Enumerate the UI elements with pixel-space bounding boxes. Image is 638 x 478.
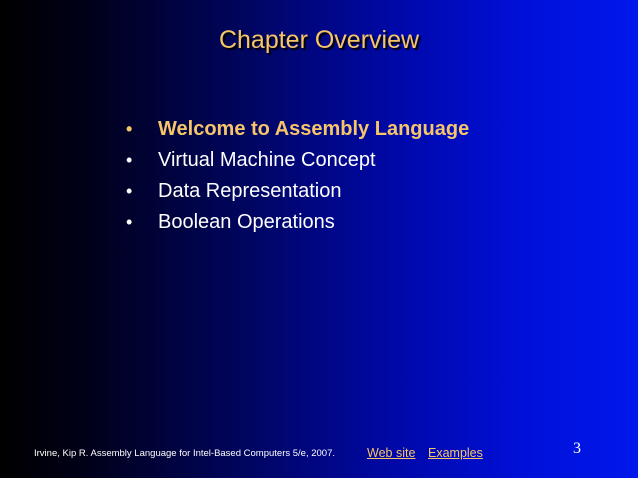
bullet-item-boolean-operations: [126, 207, 469, 238]
bullet-icon: •: [126, 150, 133, 170]
bullet-item-welcome: [126, 114, 469, 145]
page-number: 3: [573, 440, 581, 457]
bullet-icon: •: [126, 181, 133, 201]
bullet-label: Data Representation: [158, 180, 342, 202]
website-link[interactable]: Web site: [367, 446, 416, 460]
slide-title: Chapter Overview: [218, 26, 420, 54]
bullet-label: Boolean Operations: [158, 211, 335, 233]
bullet-label: Virtual Machine Concept: [158, 149, 376, 171]
bullet-item-virtual-machine: [126, 145, 469, 176]
bullet-icon: •: [126, 212, 133, 232]
bullet-icon: •: [126, 119, 133, 139]
footer-credit: Irvine, Kip R. Assembly Language for Intel-Based Computers 5/e, 2007.: [34, 448, 335, 459]
examples-link[interactable]: Examples: [428, 446, 483, 460]
bullet-label: Welcome to Assembly Language: [158, 118, 470, 140]
bullet-list: [126, 114, 469, 238]
bullet-item-data-representation: [126, 176, 469, 207]
